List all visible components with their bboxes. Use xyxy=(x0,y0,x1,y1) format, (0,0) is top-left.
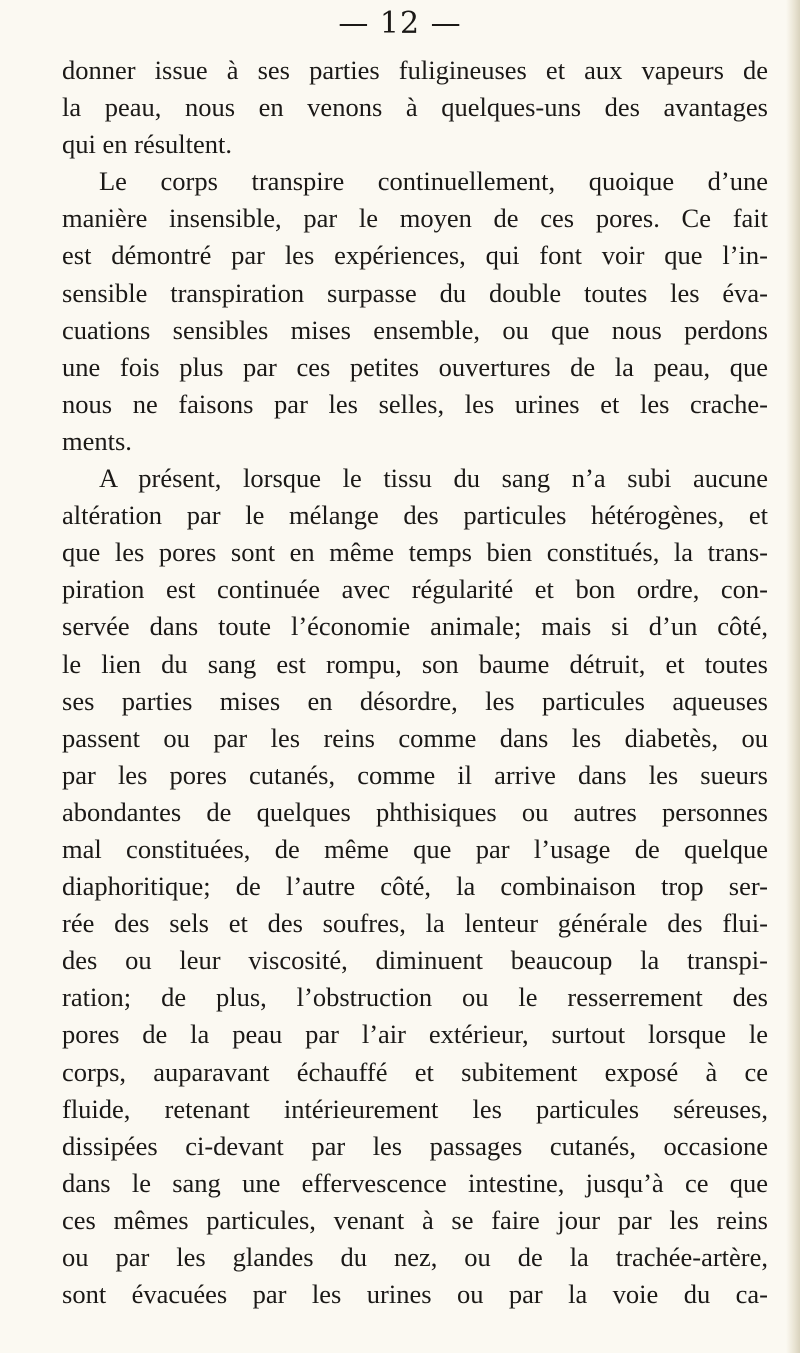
body-text xyxy=(62,52,768,1313)
text-line: servée dans toute l’économie animale; mais si d’un côté, xyxy=(62,611,768,642)
text-line: piration est continuée avec régularité et bon ordre, con- xyxy=(62,574,768,605)
page-edge-shadow xyxy=(786,0,800,1353)
text-line: rée des sels et des soufres, la lenteur générale des flui- xyxy=(62,908,768,939)
text-line: A présent, lorsque le tissu du sang n’a subi aucune xyxy=(99,463,768,494)
text-line: par les pores cutanés, comme il arrive dans les sueurs xyxy=(62,759,768,790)
text-line: que les pores sont en même temps bien constitués, la trans- xyxy=(62,537,768,568)
text-line: fluide, retenant intérieurement les particules séreuses, xyxy=(62,1093,768,1124)
text-line: mal constituées, de même que par l’usage de quelque xyxy=(62,833,768,864)
text-line: ments. xyxy=(62,425,132,456)
text-line: ration; de plus, l’obstruction ou le resserrement des xyxy=(62,982,768,1013)
text-line: passent ou par les reins comme dans les diabetès, ou xyxy=(62,722,768,753)
text-line: sensible transpiration surpasse du double toutes les éva- xyxy=(62,277,768,308)
text-line: dissipées ci-devant par les passages cutanés, occasione xyxy=(62,1130,768,1161)
text-line: ses parties mises en désordre, les particules aqueuses xyxy=(62,685,768,716)
text-line: qui en résultent. xyxy=(62,129,232,160)
text-line: pores de la peau par l’air extérieur, surtout lorsque le xyxy=(62,1019,768,1050)
text-line: le lien du sang est rompu, son baume détruit, et toutes xyxy=(62,648,768,679)
text-line: ces mêmes particules, venant à se faire jour par les reins xyxy=(62,1204,768,1235)
text-line: nous ne faisons par les selles, les urines et les crache- xyxy=(62,388,768,419)
text-line: altération par le mélange des particules hétérogènes, et xyxy=(62,500,768,531)
text-line: des ou leur viscosité, diminuent beaucoup la transpi- xyxy=(62,945,768,976)
text-line: la peau, nous en venons à quelques-uns des avantages xyxy=(62,92,768,123)
text-line: corps, auparavant échauffé et subitement exposé à ce xyxy=(62,1056,768,1087)
text-line: cuations sensibles mises ensemble, ou que nous perdons xyxy=(62,314,768,345)
text-line: manière insensible, par le moyen de ces pores. Ce fait xyxy=(62,203,768,234)
text-line: dans le sang une effervescence intestine, jusqu’à ce que xyxy=(62,1167,768,1198)
text-line: est démontré par les expériences, qui font voir que l’in- xyxy=(62,240,768,271)
text-line: diaphoritique; de l’autre côté, la combinaison trop ser- xyxy=(62,871,768,902)
text-line: donner issue à ses parties fuligineuses et aux vapeurs de xyxy=(62,55,768,85)
text-line: Le corps transpire continuellement, quoique d’une xyxy=(99,166,768,197)
text-line: une fois plus par ces petites ouvertures de la peau, que xyxy=(62,351,768,382)
text-line: ou par les glandes du nez, ou de la trachée-artère, xyxy=(62,1242,768,1272)
page-number: — 12 — xyxy=(338,6,462,41)
text-line: sont évacuées par les urines ou par la voie du ca- xyxy=(62,1279,768,1310)
text-line: abondantes de quelques phthisiques ou autres personnes xyxy=(62,796,768,827)
